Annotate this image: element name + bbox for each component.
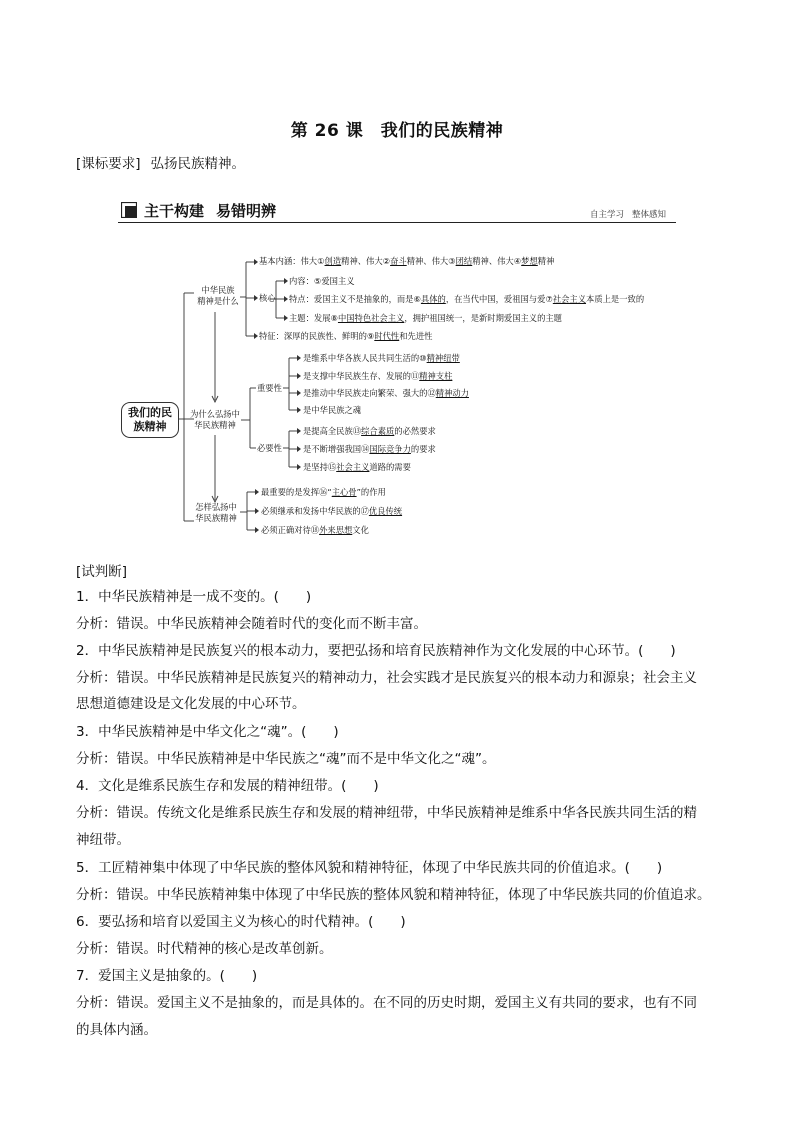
analysis-1: 分析：错误。中华民族精神会随着时代的变化而不断丰富。 <box>76 616 427 632</box>
keyword: 精神支柱 <box>419 371 453 381</box>
text: 精神、伟大② <box>341 256 391 266</box>
b3-item <box>261 487 386 498</box>
branch-why-line1: 为什么弘扬中 <box>190 409 240 419</box>
keyword: 创造 <box>324 256 342 266</box>
text: 特征：深厚的民族性、鲜明的⑨ <box>259 331 375 341</box>
text: 最重要的是发挥⑯“ <box>261 487 332 497</box>
text: 文化 <box>352 525 369 535</box>
text: ”的作用 <box>356 487 386 497</box>
analysis-4: 分析：错误。传统文化是维系民族生存和发展的精神纽带，中华民族精神是维系中华各民族共同生活的精 <box>76 805 697 821</box>
analysis-2-cont: 思想道德建设是文化发展的中心环节。 <box>76 696 306 712</box>
text: 精神、伟大④ <box>472 256 522 266</box>
b1-core-content: 内容：⑤爱国主义 <box>289 276 355 286</box>
analysis-7-cont: 的具体内涵。 <box>76 1022 157 1038</box>
b1-feature <box>259 331 432 342</box>
branch-how <box>192 502 240 524</box>
question-5: 5．工匠精神集中体现了中华民族的整体风貌和精神特征，体现了中华民族共同的价值追求。( ) <box>76 860 663 876</box>
b2-importance-label: 重要性 <box>257 383 282 393</box>
keyword: 中国特色社会主义 <box>337 313 405 323</box>
keyword: 外来思想 <box>319 525 353 535</box>
keyword: 梦想 <box>521 256 538 266</box>
keyword: 精神动力 <box>435 388 469 398</box>
text: 基本内涵：伟大① <box>259 256 325 266</box>
keyword: 团结 <box>455 256 473 266</box>
text: 是坚持⑮ <box>303 462 337 472</box>
analysis-6: 分析：错误。时代精神的核心是改革创新。 <box>76 941 333 957</box>
question-1: 1．中华民族精神是一成不变的。( ) <box>76 589 312 605</box>
judgement-section-label: [试判断] <box>76 564 128 580</box>
text: 本质上是一致的 <box>586 294 645 304</box>
keyword: 优良传统 <box>368 506 403 516</box>
text: 精神、伟大③ <box>406 256 456 266</box>
b1-content <box>259 256 554 267</box>
requirement-text: 弘扬民族精神。 <box>150 156 246 172</box>
mindmap-root-line2: 族精神 <box>133 420 167 433</box>
b3-item <box>261 525 369 536</box>
b2-imp-item <box>303 353 460 364</box>
text: 必须继承和发扬中华民族的⑰ <box>261 506 369 516</box>
keyword: 具体的 <box>420 294 446 304</box>
keyword: 时代性 <box>374 331 400 341</box>
text: 是提高全民族⑬ <box>303 426 362 436</box>
section-hint-b: 整体感知 <box>632 210 667 220</box>
keyword: 奋斗 <box>390 256 407 266</box>
branch-what <box>196 285 240 307</box>
branch-why <box>188 409 242 431</box>
keyword: 综合素质 <box>361 426 395 436</box>
question-3: 3．中华民族精神是中华文化之“魂”。( ) <box>76 724 339 740</box>
section-title-main: 主干构建 <box>144 202 205 220</box>
text: 是推动中华民族走向繁荣、强大的⑫ <box>303 388 436 398</box>
text: 是不断增强我国⑭ <box>303 444 370 454</box>
b1-core-feature <box>289 294 644 305</box>
text: 是支撑中华民族生存、发展的⑪ <box>303 371 420 381</box>
text: 特点：爱国主义不是抽象的，而是⑥ <box>289 294 421 304</box>
mindmap-lines <box>0 0 794 560</box>
text: ，拥护祖国统一，是新时期爱国主义的主题 <box>404 313 562 323</box>
text: ，在当代中国，爱祖国与爱⑦ <box>445 294 553 304</box>
mindmap-root <box>121 402 179 438</box>
question-7: 7．爱国主义是抽象的。( ) <box>76 968 258 984</box>
analysis-3: 分析：错误。中华民族精神是中华民族之“魂”而不是中华文化之“魂”。 <box>76 751 496 767</box>
branch-what-line2: 精神是什么 <box>197 296 239 306</box>
text: 主题：发展⑧ <box>289 313 338 323</box>
text: 必须正确对待⑱ <box>261 525 320 535</box>
b1-core-theme <box>289 313 562 324</box>
question-6: 6．要弘扬和培育以爱国主义为核心的时代精神。( ) <box>76 914 406 930</box>
b2-necessity-label: 必要性 <box>257 443 282 453</box>
keyword: 主心骨 <box>331 487 357 497</box>
requirement-label: [课标要求] <box>76 156 141 172</box>
keyword: 精神纽带 <box>426 353 460 363</box>
b2-nec-item <box>303 426 436 437</box>
question-4: 4．文化是维系民族生存和发展的精神纽带。( ) <box>76 778 379 794</box>
section-title-sub: 易错明辨 <box>216 202 277 220</box>
b2-imp-item <box>303 388 469 399</box>
analysis-5: 分析：错误。中华民族精神集中体现了中华民族的整体风貌和精神特征，体现了中华民族共同的价值追求。 <box>76 887 711 903</box>
branch-why-line2: 华民族精神 <box>194 420 236 430</box>
keyword: 国际竞争力 <box>369 444 411 454</box>
b2-imp-item <box>303 371 452 382</box>
keyword: 社会主义 <box>552 294 587 304</box>
text: 的必然要求 <box>394 426 436 436</box>
section-hint-a: 自主学习 <box>590 210 625 220</box>
b2-imp-item <box>303 405 361 416</box>
b2-nec-item <box>303 444 436 455</box>
text: 是维系中华各族人民共同生活的⑩ <box>303 353 427 363</box>
text: 的要求 <box>410 444 436 454</box>
b3-item <box>261 506 402 517</box>
branch-how-line2: 华民族精神 <box>195 513 237 523</box>
mindmap-root-line1: 我们的民 <box>128 406 172 419</box>
analysis-4-cont: 神纽带。 <box>76 832 130 848</box>
branch-how-line1: 怎样弘扬中 <box>195 502 237 512</box>
page-title: 第 26 课 我们的民族精神 <box>290 121 504 141</box>
keyword: 社会主义 <box>336 462 370 472</box>
text: 精神 <box>537 256 555 266</box>
b1-core-label: 核心 <box>259 293 276 303</box>
text: 是中华民族之魂 <box>303 405 362 415</box>
question-2: 2．中华民族精神是民族复兴的根本动力，要把弘扬和培育民族精神作为文化发展的中心环节。( ) <box>76 643 676 659</box>
branch-what-line1: 中华民族 <box>201 285 235 295</box>
analysis-2: 分析：错误。中华民族精神是民族复兴的精神动力，社会实践才是民族复兴的根本动力和源泉；社会主义 <box>76 670 697 686</box>
text: 和先进性 <box>399 331 433 341</box>
text: 道路的需要 <box>369 462 411 472</box>
b2-nec-item <box>303 462 411 473</box>
analysis-7: 分析：错误。爱国主义不是抽象的，而是具体的。在不同的历史时期，爱国主义有共同的要求，也有不同 <box>76 995 697 1011</box>
